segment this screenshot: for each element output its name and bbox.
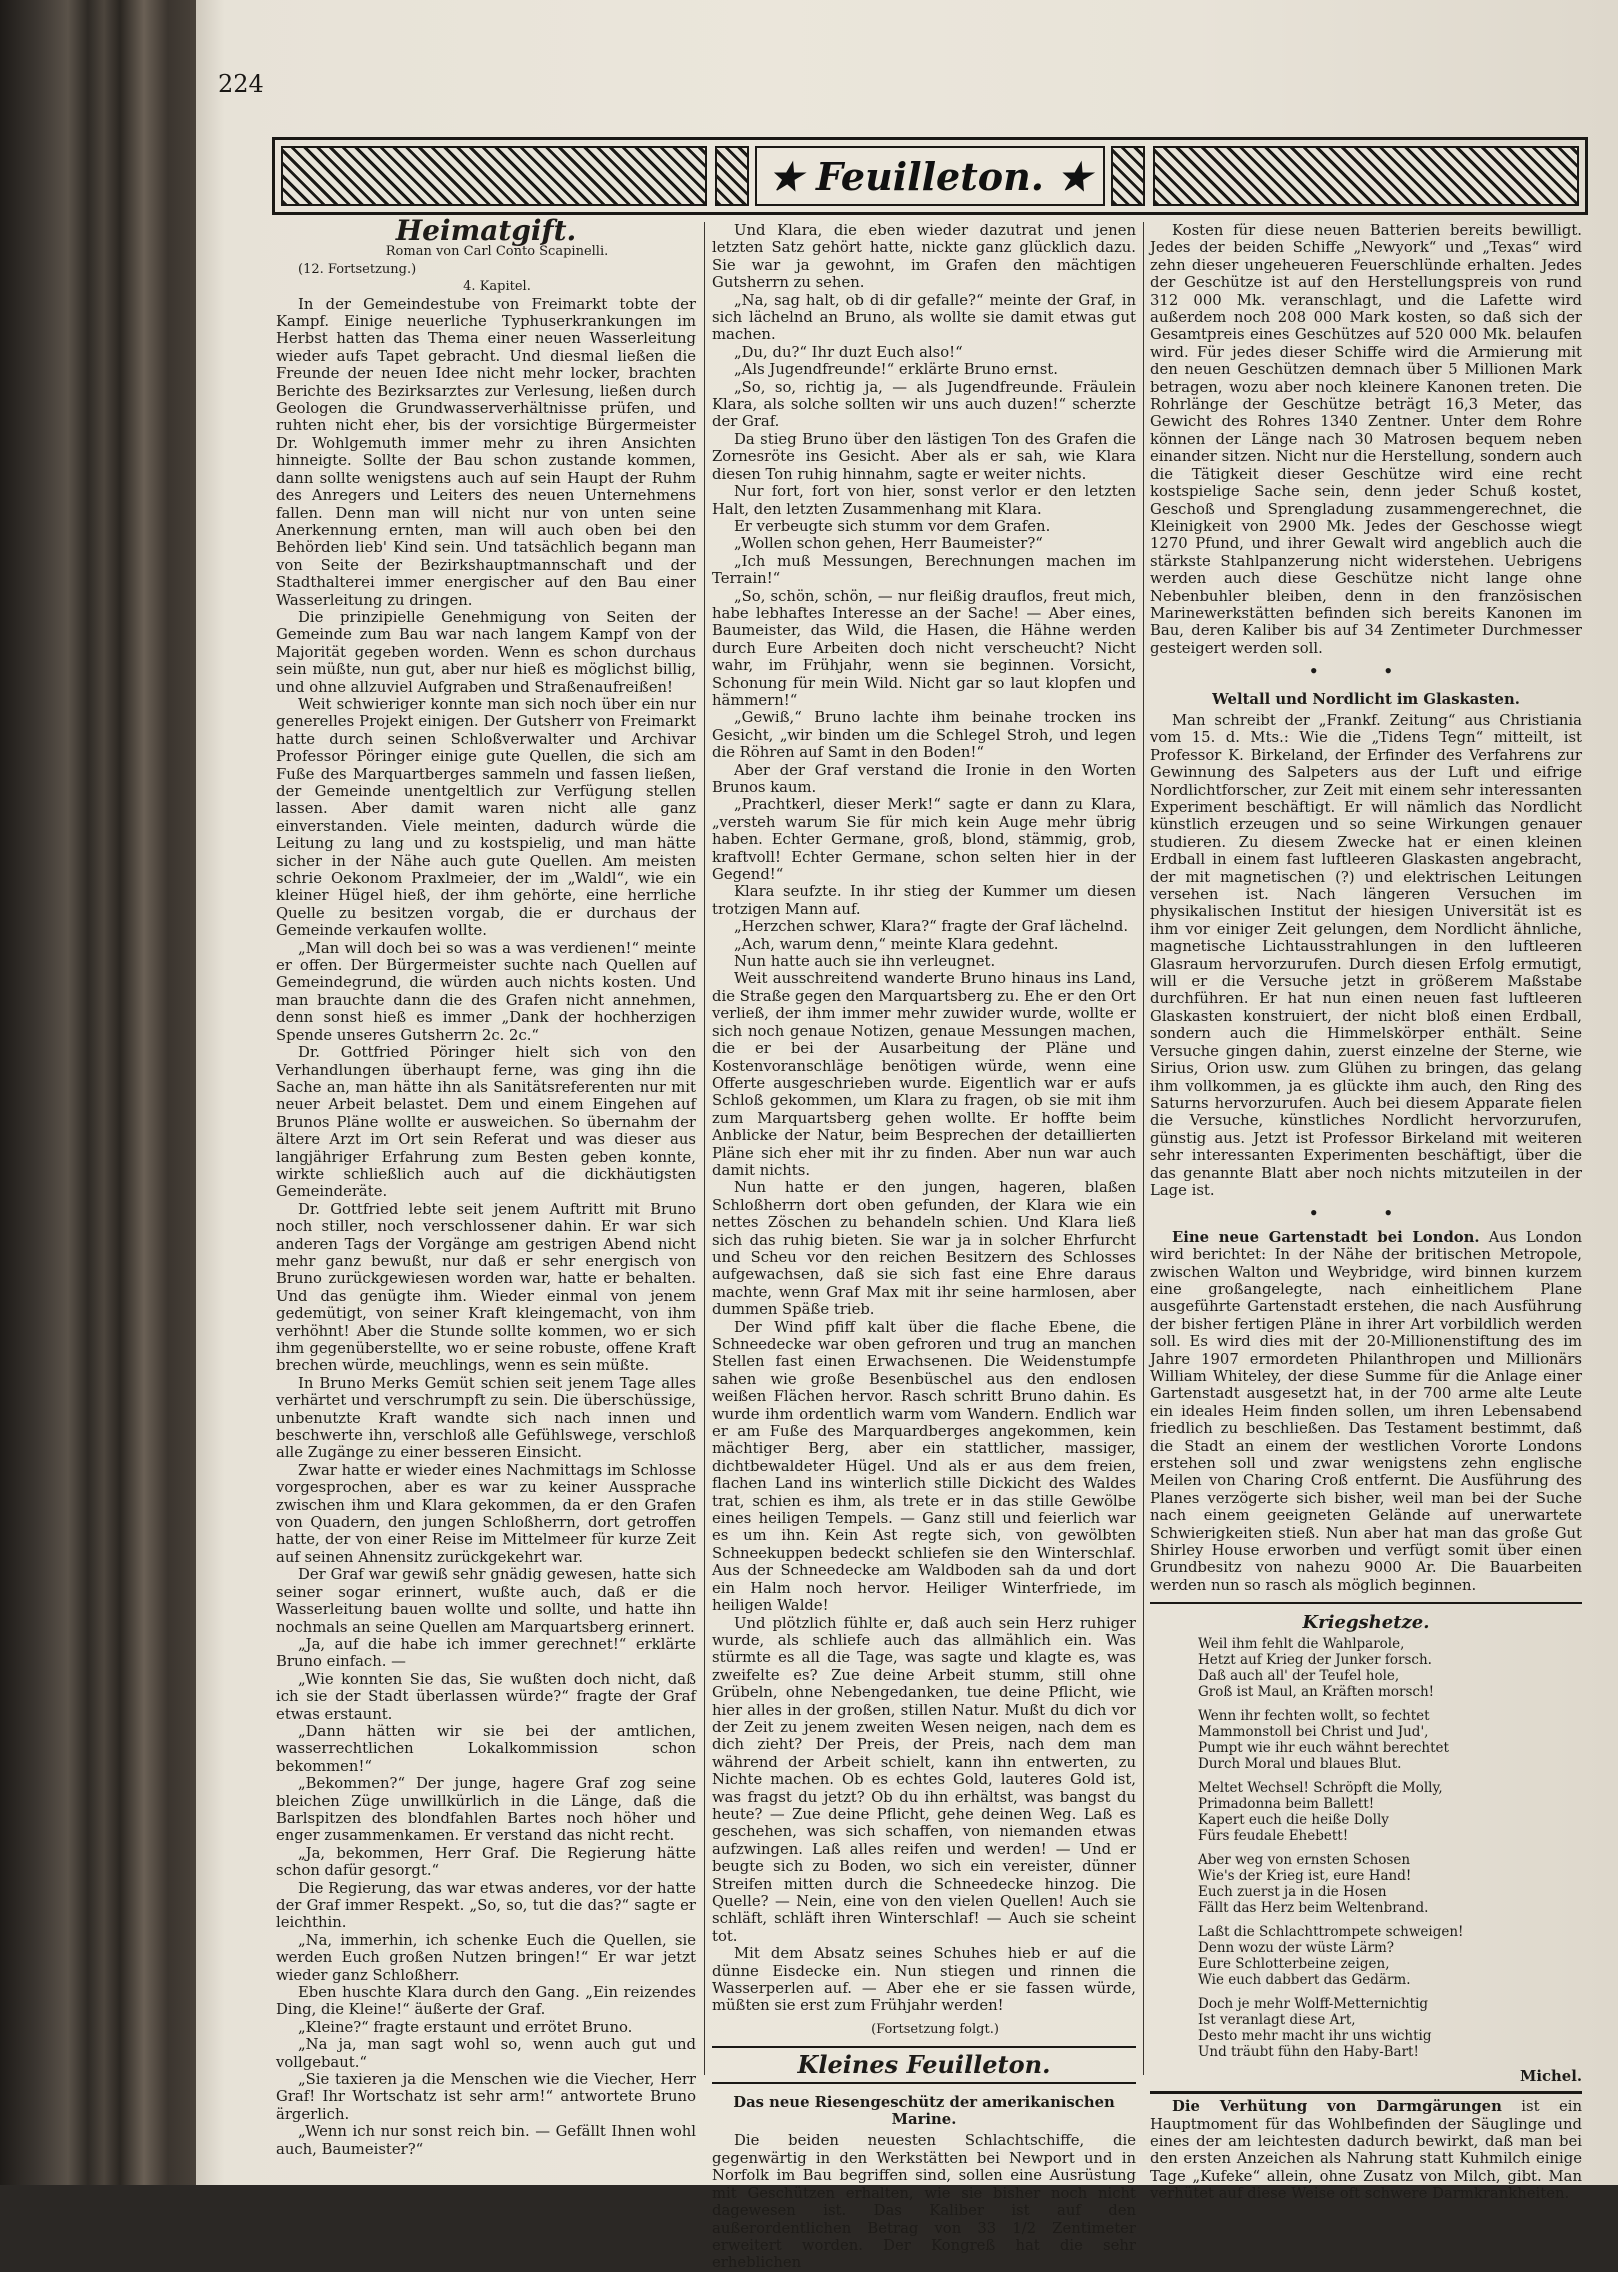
paragraph: Zwar hatte er wieder eines Nachmittags im Schlosse vorgesprochen, aber es war zu keiner Aussprache zwischen ihm und Klara gekommen, da er den Grafen von Quadern, den jungen Schloßherrn, dort getroffen hatte, der von einer Reise im Mittelmeer für kurze Zeit auf seinen Ahnensitz zurückgekehrt war. bbox=[276, 1461, 696, 1566]
paragraph: „So, schön, schön, — nur fleißig drauflos, freut mich, habe lebhaftes Interesse an der Sache! — Aber eines, Baumeister, das Wild, die Hasen, die Hähne werden durch Eure Arbeiten doch nicht verscheucht? Nicht wahr, im Frühjahr, wenn sie beginnen. Vorsicht, Schonung für mein Wild. Nicht gar so laut klopfen und hämmern!“ bbox=[712, 587, 1136, 709]
paragraph: Er verbeugte sich stumm vor dem Grafen. bbox=[734, 517, 1051, 535]
paragraph: „Ja, bekommen, Herr Graf. Die Regierung hätte schon dafür gesorgt.“ bbox=[276, 1844, 696, 1880]
paragraph: Aus London wird berichtet: In der Nähe der britischen Metropole, zwischen Walton und Weybridge, wird binnen kurzem eine großangelegte, nach einheitlichem Plane ausgeführte Gartenstadt erstehen, die nach Ausführung der bisher fertigen Pläne in ihrer Art vorbildlich werden soll. Es wird dies mit der 20-Millionenstiftung des im Jahre 1907 ermordeten Philanthropen und Millionärs William Whiteley, der diese Summe für die Anlage einer Gartenstadt ausgesetzt hat, in der 700 arme alte Leute ein ideales Heim finden sollen, um ihren Lebensabend friedlich zu beschließen. Das Testament bestimmt, daß die Stadt an einem der westlichen Vororte Londons erstehen soll und zwar wenigstens zehn englische Meilen von Charing Croß entfernt. Die Ausführung des Planes verzögerte sich bisher, weil man bei der Suche nach einem geeigneten Gelände auf unerwartete Schwierigkeiten stieß. Nun aber hat man das große Gut Shirley House erworben und verfügt somit über einen Grundbesitz von nahezu 9000 Ar. Die Bauarbeiten werden nun so rasch als möglich beginnen. bbox=[1150, 1228, 1582, 1594]
paragraph: „Na, sag halt, ob di dir gefalle?“ meinte der Graf, in sich lächelnd an Bruno, als wollte sie damit etwas gut machen. bbox=[712, 291, 1136, 344]
page-number: 224 bbox=[218, 70, 264, 98]
article-title: Das neue Riesengeschütz der amerikanischen Marine. bbox=[733, 2093, 1115, 2129]
column-rule bbox=[1143, 222, 1144, 2075]
paragraph: „Na, immerhin, ich schenke Euch die Quellen, sie werden Euch großen Nutzen bringen!“ Er war jetzt wieder ganz Schloßherr. bbox=[276, 1931, 696, 1984]
ornament-right-icon bbox=[1153, 146, 1579, 206]
poem-stanza: Aber weg von ernsten Schosen Wie's der Krieg ist, eure Hand! Euch zuerst ja in die Hosen Fällt das Herz beim Weltenbrand. bbox=[1198, 1851, 1429, 1916]
ad-title: Die Verhütung von Darmgärungen bbox=[1172, 2098, 1502, 2116]
book-binding bbox=[0, 0, 200, 2185]
paragraph: „Na ja, man sagt wohl so, wenn auch gut und vollgebaut.“ bbox=[276, 2036, 696, 2071]
paragraph: „Ich muß Messungen, Berechnungen machen im Terrain!“ bbox=[712, 552, 1136, 588]
paragraph: Dr. Gottfried Pöringer hielt sich von den Verhandlungen überhaupt ferne, was ging ihn die Sache an, man hätte ihn als Sanitätsreferenten nur mit neuer Arbeit belastet. Dem und einem Eingehen auf Brunos Pläne wollte er ausweichen. So übernahm der ältere Arzt im Ort sein Referat und was dieser aus langjähriger Erfahrung zum Besten geben konnte, wirkte schließlich auch auf die dickhäutigsten Gemeinderäte. bbox=[276, 1044, 696, 1201]
paragraph: „Wollen schon gehen, Herr Baumeister?“ bbox=[734, 535, 1043, 553]
separator-stars: • • bbox=[1308, 663, 1424, 681]
paragraph: „Ach, warum denn,“ meinte Klara gedehnt. bbox=[734, 935, 1059, 953]
poem-stanza: Weil ihm fehlt die Wahlparole, Hetzt auf Krieg der Junker forsch. Daß auch all' der Teufel hole, Groß ist Maul, an Kräften morsch! bbox=[1198, 1635, 1435, 1700]
paragraph: Die Regierung, das war etwas anderes, vor der hatte der Graf immer Respekt. „So, so, tut die das?“ sagte er leichthin. bbox=[276, 1879, 696, 1932]
kleines-feuilleton-title: Kleines Feuilleton. bbox=[797, 2050, 1051, 2080]
paragraph: „Herzchen schwer, Klara?“ fragte der Graf lächelnd. bbox=[734, 918, 1129, 936]
paragraph: Und Klara, die eben wieder dazutrat und jenen letzten Satz gehört hatte, nickte ganz glücklich dazu. Sie war ja gewohnt, im Grafen den mächtigen Gutsherrn zu sehen. bbox=[712, 222, 1136, 292]
poem-stanza: Meltet Wechsel! Schröpft die Molly, Primadonna beim Ballett! Kapert euch die heiße Dolly Fürs feudale Ehebett! bbox=[1198, 1779, 1443, 1844]
feuilleton-banner bbox=[272, 137, 1588, 215]
paragraph: Da stieg Bruno über den lästigen Ton des Grafen die Zornesröte ins Gesicht. Aber als er sah, wie Klara diesen Ton ruhig hinnahm, sagte er weiter nichts. bbox=[712, 430, 1136, 483]
section-divider bbox=[712, 2046, 1136, 2048]
article-title: Eine neue Gartenstadt bei London. bbox=[1172, 1228, 1480, 1246]
poem-stanza: Laßt die Schlachttrompete schweigen! Denn wozu der wüste Lärm? Eure Schlotterbeine zeigen, Wie euch dabbert das Gedärm. bbox=[1198, 1923, 1464, 1988]
paragraph: Mit dem Absatz seines Schuhes hieb er auf die dünne Eisdecke ein. Nun stiegen und rinnen die Wasserperlen auf. — Aber ehe er sie fassen würde, müßten sie erst zum Frühjahr werden! bbox=[712, 1945, 1136, 2015]
column-1 bbox=[276, 214, 696, 2158]
continuation-note: (12. Fortsetzung.) bbox=[298, 261, 417, 277]
ornament-small-right-icon bbox=[1111, 146, 1145, 206]
section-title: ★ Feuilleton. ★ bbox=[755, 146, 1105, 206]
paragraph: Nun hatte er den jungen, hageren, blaßen Schloßherrn dort oben gefunden, der Klara wie ein nettes Zöschen zu behandeln schien. Und Klara ließ sich das ruhig bieten. Sie war ja in solcher Ehrfurcht und Scheu vor den reichen Besitzern des Schlosses aufgewachsen, daß sie sich fast eine Ehre daraus machte, wenn Graf Max mit ihr seine harmlosen, aber dummen Späße trieb. bbox=[712, 1179, 1136, 1319]
paragraph: Der Graf war gewiß sehr gnädig gewesen, hatte sich seiner sogar erinnert, wußte auch, daß er die Wasserleitung bauen wollte und sollte, und hatte ihn nochmals an seine Quellen am Marquartsberg erinnert. bbox=[276, 1566, 696, 1636]
paragraph: Weit ausschreitend wanderte Bruno hinaus ins Land, die Straße gegen den Marquartsberg zu. Ehe er den Ort verließ, der ihm immer mehr zuwider wurde, wollte er sich noch genaue Notizen, genaue Messungen machen, die er bei der Ausarbeitung der Pläne und Kostenvoranschläge benötigen würde, wenn eine Offerte ausgeschrieben wurde. Eigentlich war er aufs Schloß gekommen, um Klara zu fragen, ob sie mit ihm zum Marquartsberg gehen wollte. Er hoffte beim Anblicke der Natur, beim Besprechen der detaillierten Pläne sich eher mit ihr zu finden. Aber nun war auch damit nichts. bbox=[712, 970, 1136, 1179]
story-title: Heimatgift. bbox=[395, 214, 577, 247]
paragraph: In Bruno Merks Gemüt schien seit jenem Tage alles verhärtet und verschrumpft zu sein. Die überschüssige, unbenutzte Kraft wandte sich nach innen und beschwerte ihn, verschloß alle Gefühlswege, verschloß alle Zugänge zu einer besseren Einsicht. bbox=[276, 1374, 696, 1462]
paragraph: Kosten für diese neuen Batterien bereits bewilligt. Jedes der beiden Schiffe „Newyork“ und „Texas“ wird zehn dieser ungeheueren Feuerschlünde erhalten. Jedes der Geschütze ist auf den Herstellungspreis von rund 312 000 Mk. veranschlagt, und die Lafette wird außerdem noch 208 000 Mark kosten, so daß sich der Gesamtpreis eines Geschützes auf 520 000 Mk. belaufen wird. Für jedes dieser Schiffe wird die Armierung mit den neuen Geschützen demnach über 5 Millionen Mark betragen, wozu aber noch kleinere Kanonen treten. Die Rohrlänge der Geschütze beträgt 16,3 Meter, das Gewicht des Rohres 1340 Zentner. Unter dem Rohre können der Länge nach 30 Matrosen bequem neben einander sitzen. Nicht nur die Herstellung, sondern auch die Tätigkeit dieser Geschütze wird eine recht kostspielige Sache sein, denn jeder Schuß kostet, Geschoß und Sprengladung zusammengerechnet, die Kleinigkeit von 2900 Mk. Jedes der Geschosse wiegt 1270 Pfund, und ihrer Gewalt wird angeblich auch die stärkste Stahlpanzerung nicht widerstehen. Uebrigens werden auch diese Geschütze nicht lange ohne Nebenbuhler bleiben, denn in den französischen Marinewerkstätten befinden sich bereits Kanonen im Bau, deren Kaliber bis auf 34 Zentimeter Durchmesser gesteigert werden soll. bbox=[1150, 222, 1582, 657]
column-3 bbox=[1150, 222, 1582, 2203]
paragraph: Nur fort, fort von hier, sonst verlor er den letzten Halt, den letzten Zusammenhang mit Klara. bbox=[712, 483, 1136, 518]
paragraph: Aber der Graf verstand die Ironie in den Worten Brunos kaum. bbox=[712, 761, 1136, 796]
paragraph: In der Gemeindestube von Freimarkt tobte der Kampf. Einige neuerliche Typhuserkrankungen im Herbst hatten das Thema einer neuen Wasserleitung wieder aufs Tapet gebracht. Und diesmal ließen die Freunde der neuen Idee nicht mehr locker, brachten Berichte des Bezirksarztes zur Verlesung, ließen durch Geologen die Grundwasserverhältnisse prüfen, und ruhten nicht eher, bis der vorsichtige Bürgermeister Dr. Wohlgemuth immer mehr zu ihren Ansichten hinneigte. Sollte der Bau schon zustande kommen, dann sollte wenigstens auch auf sein Haupt der Ruhm des Anregers und Leiters des neuen Unternehmens fallen. Denn man will nicht nur von unten seine Anerkennung ernten, man will auch oben bei den Behörden lieb' Kind sein. Und tatsächlich begann man von Seite der Bezirkshauptmannschaft und der Stadthalterei immer energischer auf den Bau einer Wasserleitung zu dringen. bbox=[276, 295, 696, 609]
advertisement bbox=[1150, 2091, 1582, 2202]
paragraph: „Sie taxieren ja die Menschen wie die Viecher, Herr Graf! Ihr Wortschatz ist sehr arm!“ antwortete Bruno ärgerlich. bbox=[276, 2071, 696, 2123]
paragraph: „Kleine?“ fragte erstaunt und errötet Bruno. bbox=[298, 2018, 633, 2036]
ornament-small-left-icon bbox=[715, 146, 749, 206]
poem-title: Kriegshetze. bbox=[1302, 1612, 1430, 1634]
column-rule bbox=[704, 222, 705, 2075]
paragraph: Und plötzlich fühlte er, daß auch sein Herz ruhiger wurde, als schliefe auch das allmählich ein. Was stürmte es all die Tage, was sagte und klagte es, was zweifelte es? Zue deine Arbeit stumm, still ohne Grübeln, ohne Nebengedanken, tue deine Pflicht, wie hier alles in der großen, stillen Natur. Mußt du dich vor der Zeit zu jenem zweiten Wesen neigen, nach dem es dich zieht? Der Preis, der Preis, nach dem man während der Arbeit schielt, kann ihn entwerten, zu Nichte machen. Ob es echtes Gold, lauteres Gold ist, was fragst du jetzt? Ob du ihn erhältst, was bangst du heute? — Zue deine Pflicht, gehe deinen Weg. Laß es geschehen, was sich schaffen, von niemanden etwas aufzwingen. Laß alles reifen und werden! — Und er beugte sich zu Boden, wo sich ein vereister, dünner Streifen mitten durch die Schneedecke hinzog. Die Quelle? — Nein, eine von den vielen Quellen! Auch sie schläft, schläft ihren Winterschlaf! — Auch sie scheint tot. bbox=[712, 1614, 1136, 1945]
paragraph: „Prachtkerl, dieser Merk!“ sagte er dann zu Klara, „versteh warum Sie für mich kein Auge mehr übrig haben. Echter Germane, groß, blond, stämmig, grob, kraftvoll! Echter Germane, schon selten hier in der Gegend!“ bbox=[712, 796, 1136, 884]
paragraph: „Dann hätten wir sie bei der amtlichen, wasserrechtlichen Lokalkommission schon bekommen!“ bbox=[276, 1722, 696, 1775]
paragraph: Dr. Gottfried lebte seit jenem Auftritt mit Bruno noch stiller, noch verschlossener dahin. Er war sich anderen Tags der Vorgänge am gestrigen Abend nicht mehr ganz bewußt, nur daß er sehr energisch von Bruno zurückgewiesen worden war, hatte er behalten. Und das genügte ihm. Wieder einmal von jenem gedemütigt, von seiner Kraft kleingemacht, von ihm verhöhnt! Aber die Stunde sollte kommen, wo er sich ihm gegenüberstellte, wo er seine robuste, offene Kraft brechen würde, meuchlings, wenn es sein müßte. bbox=[276, 1200, 696, 1375]
paragraph: Klara seufzte. In ihr stieg der Kummer um diesen trotzigen Mann auf. bbox=[712, 883, 1136, 918]
paragraph: „Bekommen?“ Der junge, hagere Graf zog seine bleichen Züge unwillkürlich in die Länge, daß die Barlspitzen des blondfahlen Bartes noch höher und enger zusammenkamen. Er verstand das nicht recht. bbox=[276, 1775, 696, 1845]
paragraph: „Wenn ich nur sonst reich bin. — Gefällt Ihnen wohl auch, Baumeister?“ bbox=[276, 2123, 696, 2158]
section-divider bbox=[712, 2082, 1136, 2084]
ad-text: ist ein Hauptmoment für das Wohlbefinden der Säuglinge und eines der am leichtesten dadurch bewirkt, daß man bei den ersten Anzeichen als Nahrung statt Kuhmilch einige Tage „Kufeke“ allein, ohne Zusatz von Milch, gibt. Man verhütet auf diese Weise oft schwere Darmkrankheiten. bbox=[1150, 2098, 1582, 2203]
paragraph: „Du, du?“ Ihr duzt Euch also!“ bbox=[734, 343, 963, 361]
paragraph: Die beiden neuesten Schlachtschiffe, die gegenwärtig in den Werkstätten bei Newport und in Norfolk im Bau begriffen sind, sollen eine Ausrüstung mit Geschützen erhalten, wie sie bisher noch nicht dagewesen ist. Das Kaliber ist auf den außerordentlichen Betrag von 33 1/2 Zentimeter erweitert worden. Der Kongreß hat die sehr erheblichen bbox=[712, 2132, 1136, 2272]
paragraph: „Ja, auf die habe ich immer gerechnet!“ erklärte Bruno einfach. — bbox=[276, 1635, 696, 1671]
paragraph: Eben huschte Klara durch den Gang. „Ein reizendes Ding, die Kleine!“ äußerte der Graf. bbox=[276, 1984, 696, 2019]
poem bbox=[1198, 1636, 1582, 2060]
paragraph: Man schreibt der „Frankf. Zeitung“ aus Christiania vom 15. d. Mts.: Wie die „Tidens Tegn“ mitteilt, ist Professor K. Birkeland, der Erfinder des Verfahrens zur Gewinnung des Salpeters aus der Luft und eifrige Nordlichtforscher, zur Zeit mit einem sehr interessanten Experiment beschäftigt. Er will nämlich das Nordlicht künstlich erzeugen und so seine Wirkungen genauer studieren. Zu diesem Zwecke hat er einen kleinen Erdball in einem fast luftleeren Glaskasten angebracht, der mit magnetischen (?) und elektrischen Leitungen versehen ist. Nach längeren Versuchen im physikalischen Institut der hiesigen Universität ist es ihm vor einiger Zeit gelungen, dem Nordlicht ähnliche, magnetische Lichtausstrahlungen in den luftleeren Glasraum hervorzurufen. Durch diesen Erfolg ermutigt, will er die Versuche jetzt in größerem Maßstabe durchführen. Er hat nun einen neuen fast luftleeren Glaskasten konstruiert, der nicht bloß einen Erdball, sondern auch die Himmelskörper enthält. Seine Versuche gingen dahin, zuerst einzelne der Sterne, wie Sirius, Orion usw. zum Glühen zu bringen, das gelang ihm vollkommen, ja es glückte ihm auch, den Ring des Saturns hervorzurufen. Auch bei diesem Apparate fielen die Versuche, künstliches Nordlicht hervorzurufen, günstig aus. Jetzt ist Professor Birkeland mit weiteren sehr interessanten Experimenten beschäftigt, über die das genannte Blatt aber noch nichts mitzuteilen in der Lage ist. bbox=[1150, 711, 1582, 1199]
chapter-heading: 4. Kapitel. bbox=[463, 279, 531, 295]
ornament-left-icon bbox=[281, 146, 707, 206]
byline: Roman von Carl Conto Scapinelli. bbox=[385, 244, 609, 260]
paragraph: „Wie konnten Sie das, Sie wußten doch nicht, daß ich sie der Stadt überlassen würde?“ fragte der Graf etwas erstaunt. bbox=[276, 1670, 696, 1723]
paragraph: „Gewiß,“ Bruno lachte ihm beinahe trocken ins Gesicht, „wir binden um die Schlegel Stroh, und legen die Röhren auf Samt in den Boden!“ bbox=[712, 709, 1136, 762]
poem-stanza: Doch je mehr Wolff-Metternichtig Ist veranlagt diese Art, Desto mehr macht ihr uns wichtig Und träubt fühn den Haby-Bart! bbox=[1198, 1995, 1432, 2060]
paragraph: „Man will doch bei so was a was verdienen!“ meinte er offen. Der Bürgermeister suchte nach Quellen auf Gemeindegrund, die würden auch nichts kosten. Und man brauchte dann die des Grafen nicht annehmen, denn sonst hieß es immer „Dank der hochherzigen Spende unseres Gutsherrn 2c. 2c.“ bbox=[276, 939, 696, 1044]
paragraph: Die prinzipielle Genehmigung von Seiten der Gemeinde zum Bau war nach langem Kampf von der Majorität gegeben worden. Wenn es schon durchaus sein müßte, nun gut, aber nur hieß es möglichst billig, und ohne allzuviel Aufgraben und Straßenaufreißen! bbox=[276, 608, 696, 696]
paragraph: „Als Jugendfreunde!“ erklärte Bruno ernst. bbox=[734, 361, 1058, 379]
separator-stars: • • bbox=[1308, 1205, 1424, 1223]
poem-signature: Michel. bbox=[1520, 2067, 1582, 2085]
paragraph: „So, so, richtig ja, — als Jugendfreunde. Fräulein Klara, als solche sollten wir uns auch duzen!“ scherzte der Graf. bbox=[712, 378, 1136, 431]
section-divider bbox=[1150, 1602, 1582, 1604]
article-title: Weltall und Nordlicht im Glaskasten. bbox=[1212, 690, 1520, 708]
paragraph: Weit schwieriger konnte man sich noch über ein nur generelles Projekt einigen. Der Gutsherr von Freimarkt hatte durch seinen Schloßverwalter und Archivar Professor Pöringer einige gute Quellen, die sich am Fuße des Marquartberges sammeln und fassen ließen, der Gemeinde unentgeltlich zur Verfügung stellen lassen. Aber damit waren nicht alle ganz einverstanden. Viele meinten, dadurch würde die Leitung zu lang und zu kostspielig, und man hätte sicher in der Nähe auch gute Quellen. Am meisten schrie Oekonom Praxlmeier, der im „Waldl“, wie ein kleiner Hügel hieß, der ihm gehörte, eine herrliche Quelle zu besitzen vorgab, die er durchaus der Gemeinde verkaufen wollte. bbox=[276, 695, 696, 940]
paragraph: Der Wind pfiff kalt über die flache Ebene, die Schneedecke war oben gefroren und trug an manchen Stellen fast einen Erwachsenen. Die Weidenstumpfe sahen wie große Besenbüschel aus den endlosen weißen Flächen hervor. Rasch schritt Bruno dahin. Es wurde ihm ordentlich warm vom Wandern. Endlich war er am Fuße des Marquardberges angekommen, kein mächtiger Berg, aber ein stattlicher, massiger, dichtbewaldeter Hügel. Und als er aus dem freien, flachen Land ins winterlich stille Dickicht des Waldes trat, schien es ihm, als trete er in das stille Gewölbe eines heiligen Tempels. — Ganz still und feierlich war es um ihn. Kein Ast regte sich, von gewölbten Schneekuppen bedeckt schliefen sie den Winterschlaf. Aus der Schneedecke am Waldboden sah da und dort ein Halm noch hervor. Heiliger Winterfriede, im heiligen Walde! bbox=[712, 1318, 1136, 1615]
paragraph: Nun hatte auch sie ihn verleugnet. bbox=[734, 953, 996, 971]
column-2 bbox=[712, 222, 1136, 2272]
poem-stanza: Wenn ihr fechten wollt, so fechtet Mammonstoll bei Christ und Jud', Pumpt wie ihr euch wähnt berechtet Durch Moral und blaues Blut. bbox=[1198, 1707, 1449, 1772]
to-be-continued: (Fortsetzung folgt.) bbox=[871, 2021, 999, 2037]
